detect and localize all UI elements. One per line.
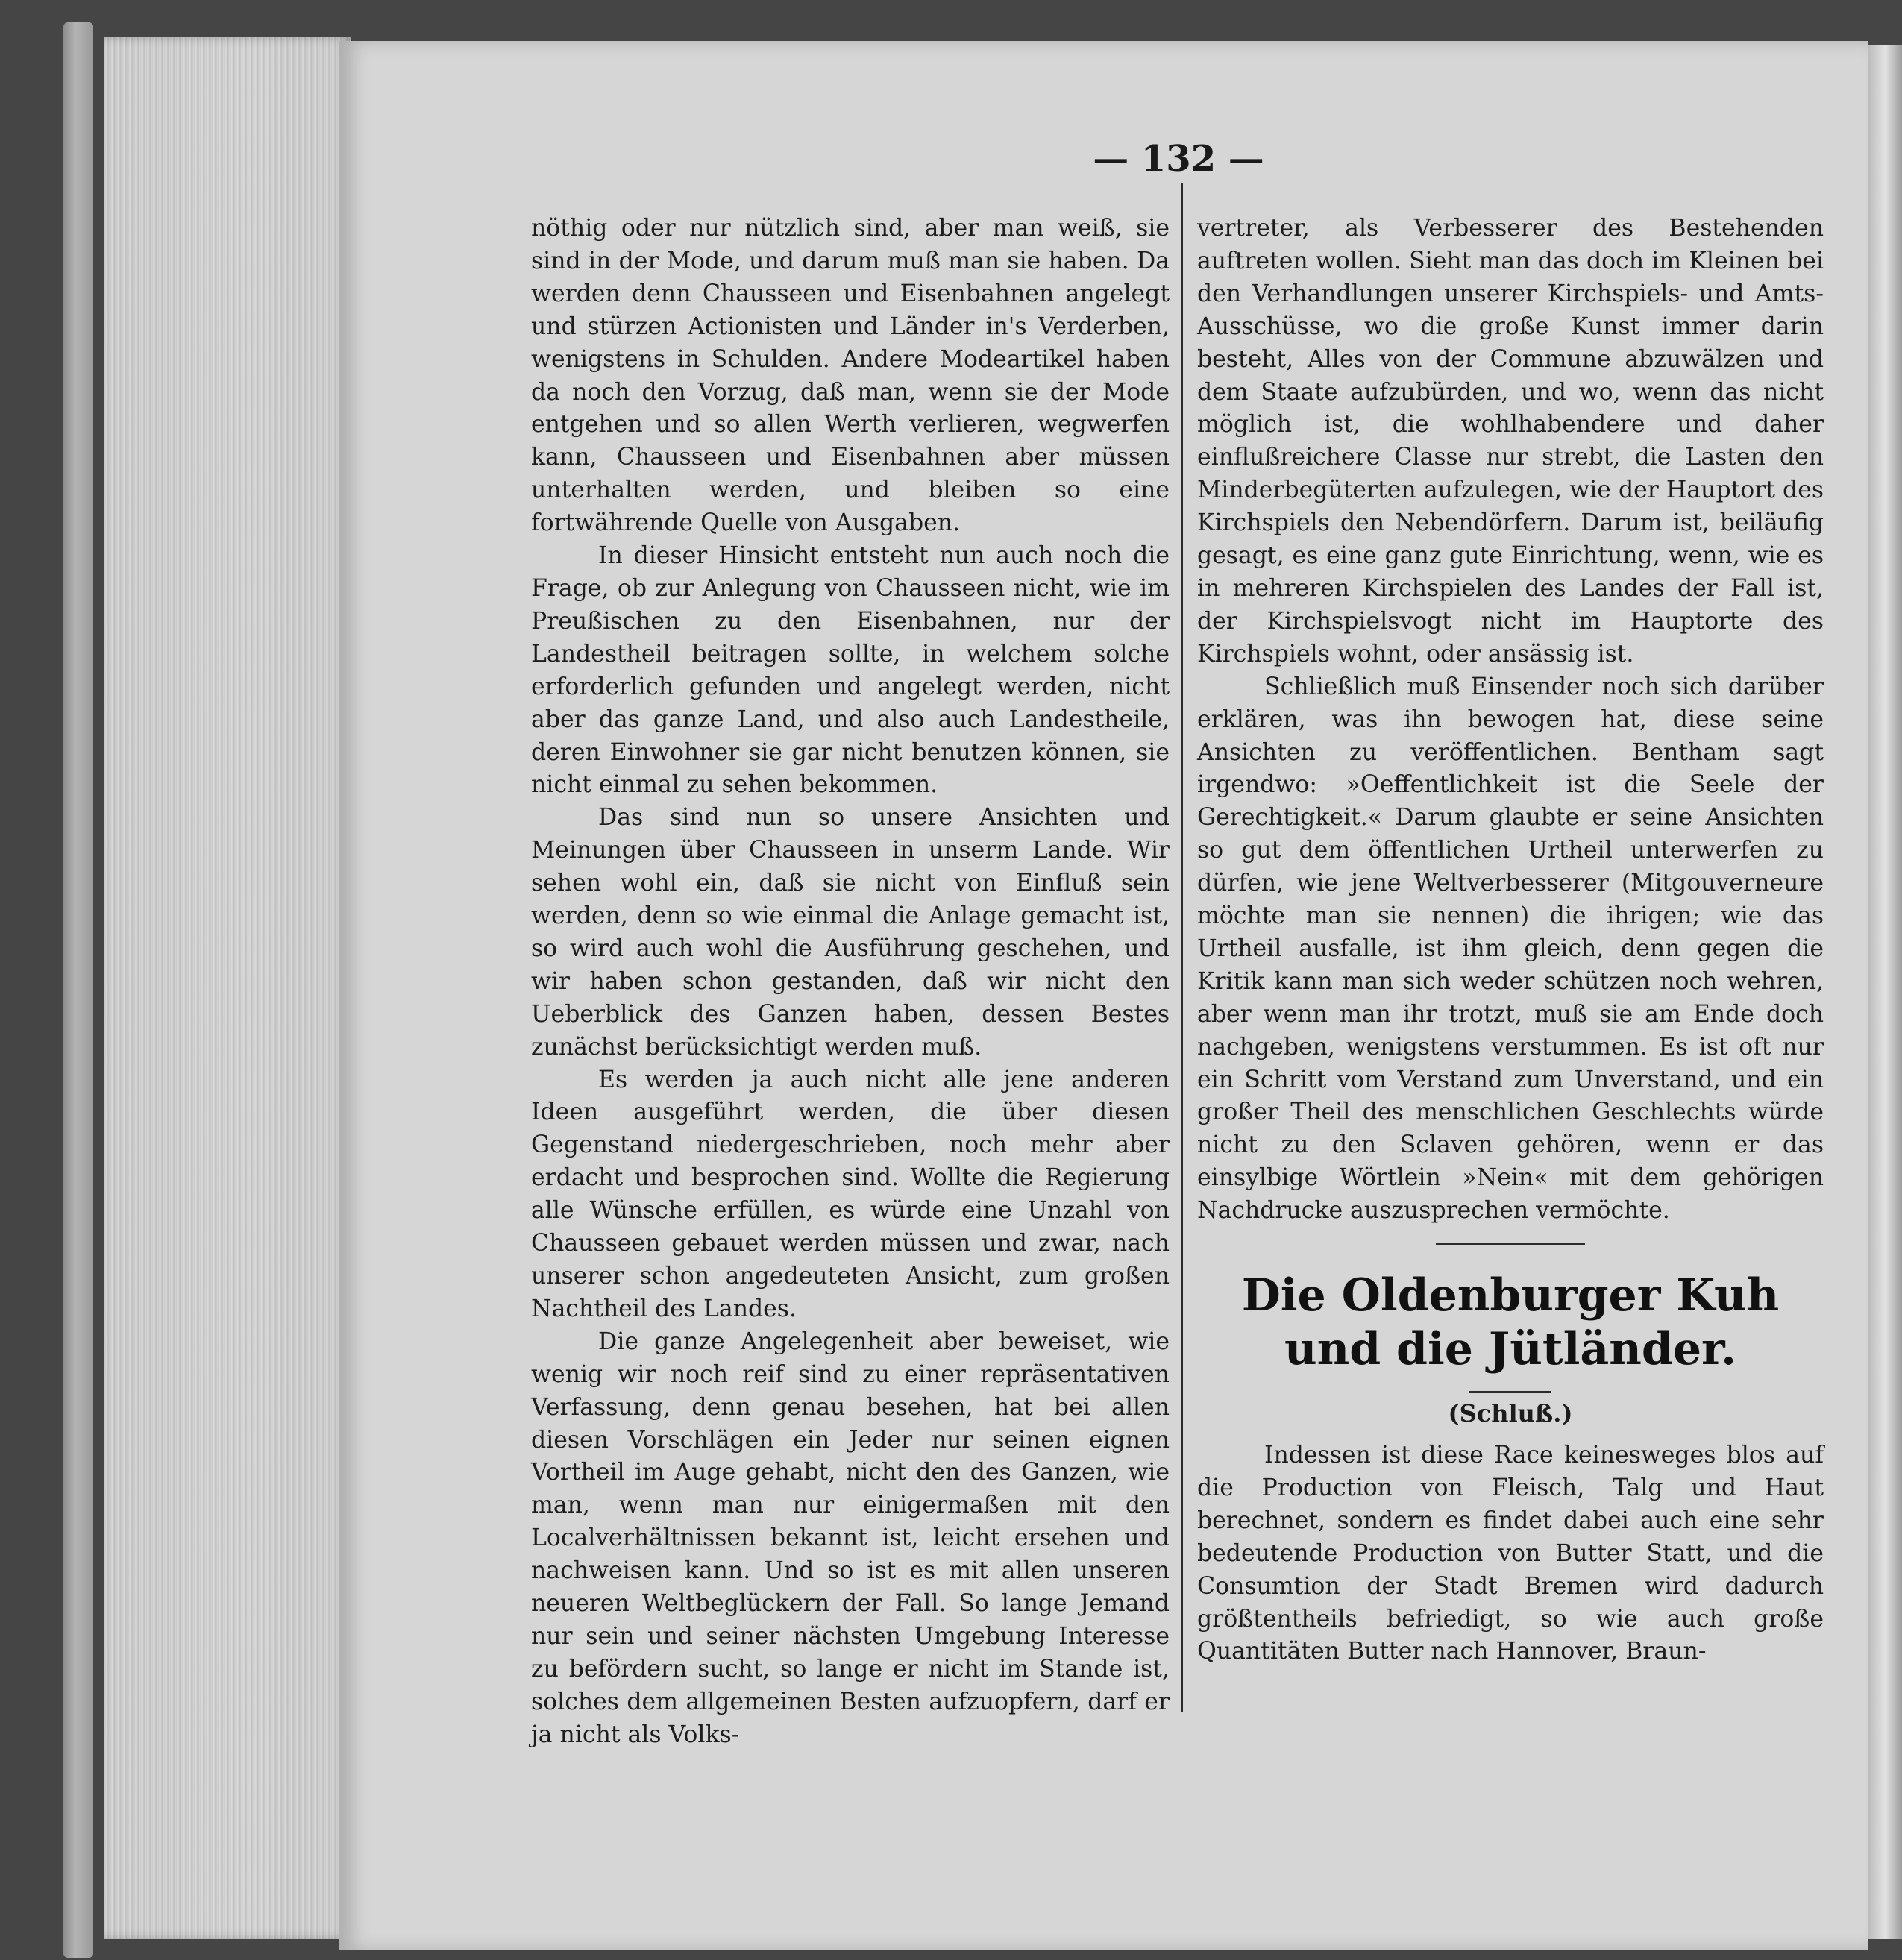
paragraph: vertreter, als Verbesserer des Bestehenden auftreten wollen. Sieht man das doch im Kleinen bei den Verhandlungen unserer Kirchspiels- und Amts-Ausschüsse, wo die große Kunst immer darin besteht, Alles von der Commune abzuwälzen und dem Staate aufzubürden, und wo, wenn das nicht möglich ist, die wohlhabendere und daher einflußreichere Classe nur strebt, die Lasten den Minderbegüterten aufzulegen, wie der Hauptort des Kirchspiels den Nebendörfern. Darum ist, beiläufig gesagt, es eine ganz gute Einrichtung, wenn, wie es in mehreren Kirchspielen des Landes der Fall ist, der Kirchspielsvogt nicht im Hauptorte des Kirchspiels wohnt, oder ansässig ist.	[1197, 215, 1824, 668]
title-underline	[1469, 1391, 1551, 1393]
article-title: Die Oldenburger Kuh und die Jütländer.	[1241, 1269, 1780, 1376]
paragraph: In dieser Hinsicht entsteht nun auch noch die Frage, ob zur Anlegung von Chausseen nicht, wie im Preußischen zu den Eisenbahnen, nur der Landestheil beitragen sollte, in welchem solche erforderlich gefunden und angelegt werden, nicht aber das ganze Land, und also auch Landestheile, deren Einwohner sie gar nicht benutzen können, sie nicht einmal zu sehen bekommen.	[531, 542, 1170, 799]
paragraph: Das sind nun so unsere Ansichten und Meinungen über Chausseen in unserm Lande. Wir sehen wohl ein, daß sie nicht von Einfluß sein werden, denn so wie einmal die Anlage gemacht ist, so wird auch wohl die Ausführung geschehen, und wir haben schon gestanden, daß wir nicht den Ueberblick des Ganzen haben, dessen Bestes zunächst berücksichtigt werden muß.	[531, 804, 1170, 1061]
page-number: — 132 —	[1093, 138, 1264, 180]
paragraph: Es werden ja auch nicht alle jene anderen Ideen ausgeführt werden, die über diesen Gegenstand niedergeschrieben, noch mehr aber erdacht und besprochen sind. Wollte die Regierung alle Wünsche erfüllen, es würde eine Unzahl von Chausseen gebauet werden müssen und zwar, nach unserer schon angedeuteten Ansicht, zum großen Nachtheil des Landes.	[531, 1066, 1170, 1322]
paragraph: Schließlich muß Einsender noch sich darüber erklären, was ihn bewogen hat, diese seine Ansichten zu veröffentlichen. Bentham sagt irgendwo: »Oeffentlichkeit ist die Seele der Gerechtigkeit.« Darum glaubte er seine Ansichten so gut dem öffentlichen Urtheil unterwerfen zu dürfen, wie jene Weltverbesserer (Mitgouverneure möchte man sie nennen) die ihrigen; wie das Urtheil ausfalle, ist ihm gleich, denn gegen die Kritik kann man sich weder schützen noch wehren, aber wenn man ihr trotzt, muß sie am Ende doch nachgeben, wenigstens verstummen. Es ist oft nur ein Schritt vom Verstand zum Unverstand, und ein großer Theil des menschlichen Geschlechts würde nicht zu den Sclaven gehören, wenn er das einsylbige Wörtlein »Nein« mit dem gehörigen Nachdrucke auszusprechen vermöchte.	[1197, 673, 1824, 1225]
article-subtitle: (Schluß.)	[1448, 1399, 1573, 1428]
facing-page-edge	[1868, 45, 1902, 1939]
right-column	[1197, 213, 1824, 1668]
section-divider	[1436, 1243, 1585, 1245]
left-column	[531, 213, 1170, 1752]
paragraph: Die ganze Angelegenheit aber beweiset, wie wenig wir noch reif sind zu einer repräsentativen Verfassung, denn genau besehen, hat bei allen diesen Vorschlägen ein Jeder nur seinen eignen Vortheil im Auge gehabt, nicht den des Ganzen, wie man, wenn man nur einigermaßen mit den Localverhältnissen bekannt ist, leicht ersehen und nachweisen kann. Und so ist es mit allen unseren neueren Weltbeglückern der Fall. So lange Jemand nur sein und seiner nächsten Umgebung Interesse zu befördern sucht, so lange er nicht im Stande ist, solches dem allgemeinen Besten aufzuopfern, darf er ja nicht als Volks-	[531, 1328, 1170, 1748]
book-spine	[63, 22, 93, 1958]
page-edges	[104, 37, 351, 1939]
paragraph: nöthig oder nur nützlich sind, aber man weiß, sie sind in der Mode, und darum muß man sie haben. Da werden denn Chausseen und Eisenbahnen angelegt und stürzen Actionisten und Länder in's Verderben, wenigstens in Schulden. Andere Modeartikel haben da noch den Vorzug, daß man, wenn sie der Mode entgehen und so allen Werth verlieren, wegwerfen kann, Chausseen und Eisenbahnen aber müssen unterhalten werden, und bleiben so eine fortwährende Quelle von Ausgaben.	[531, 215, 1170, 537]
column-divider	[1181, 183, 1183, 1712]
paragraph: Indessen ist diese Race keinesweges blos auf die Production von Fleisch, Talg und Haut berechnet, sondern es findet dabei auch eine sehr bedeutende Production von Butter Statt, und die Consumtion der Stadt Bremen wird dadurch größtentheils befriedigt, so wie auch große Quantitäten Butter nach Hannover, Braun-	[1197, 1442, 1824, 1665]
